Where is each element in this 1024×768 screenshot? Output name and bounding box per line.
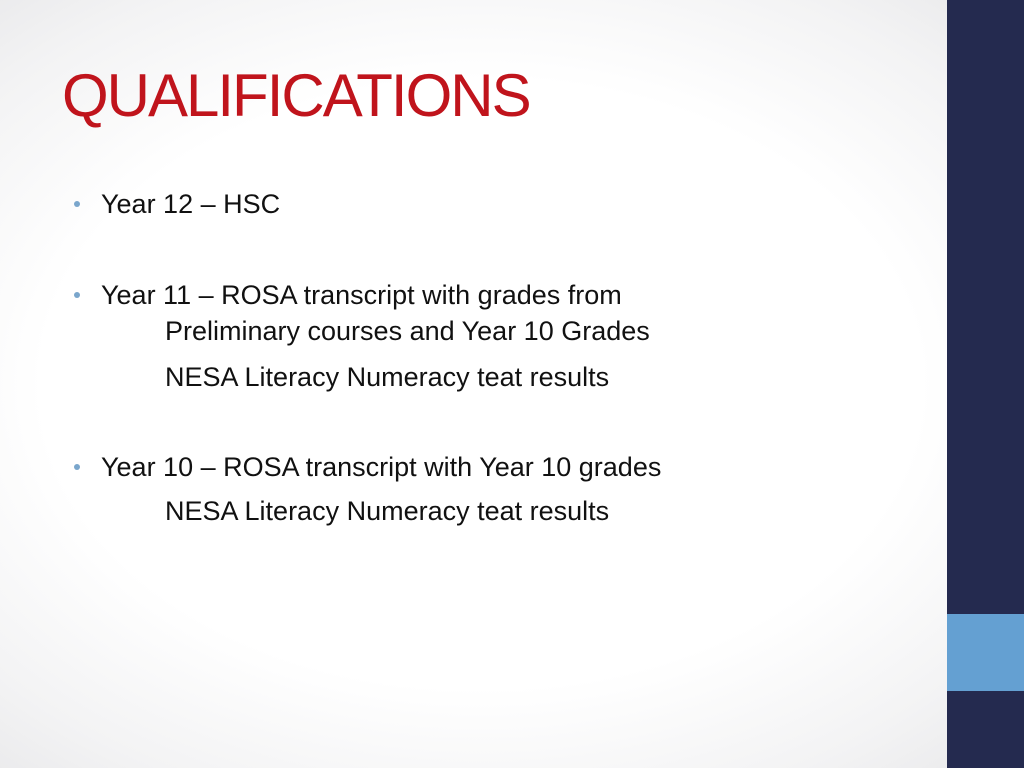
bullet-subline-year-11-courses: Preliminary courses and Year 10 Grades: [165, 316, 650, 346]
bullet-item-year-12: Year 12 – HSC: [101, 189, 281, 219]
bullet-subline-year-11-nesa: NESA Literacy Numeracy teat results: [165, 362, 610, 392]
bullet-marker: [74, 292, 80, 298]
side-accent-block: [947, 614, 1024, 691]
slide-title: QUALIFICATIONS: [62, 62, 530, 129]
bullet-item-year-10: Year 10 – ROSA transcript with Year 10 grades: [101, 452, 662, 482]
bullet-item-year-11: Year 11 – ROSA transcript with grades from: [101, 280, 622, 310]
bullet-marker: [74, 464, 80, 470]
bullet-subline-year-10-nesa: NESA Literacy Numeracy teat results: [165, 496, 610, 526]
bullet-marker: [74, 201, 80, 207]
